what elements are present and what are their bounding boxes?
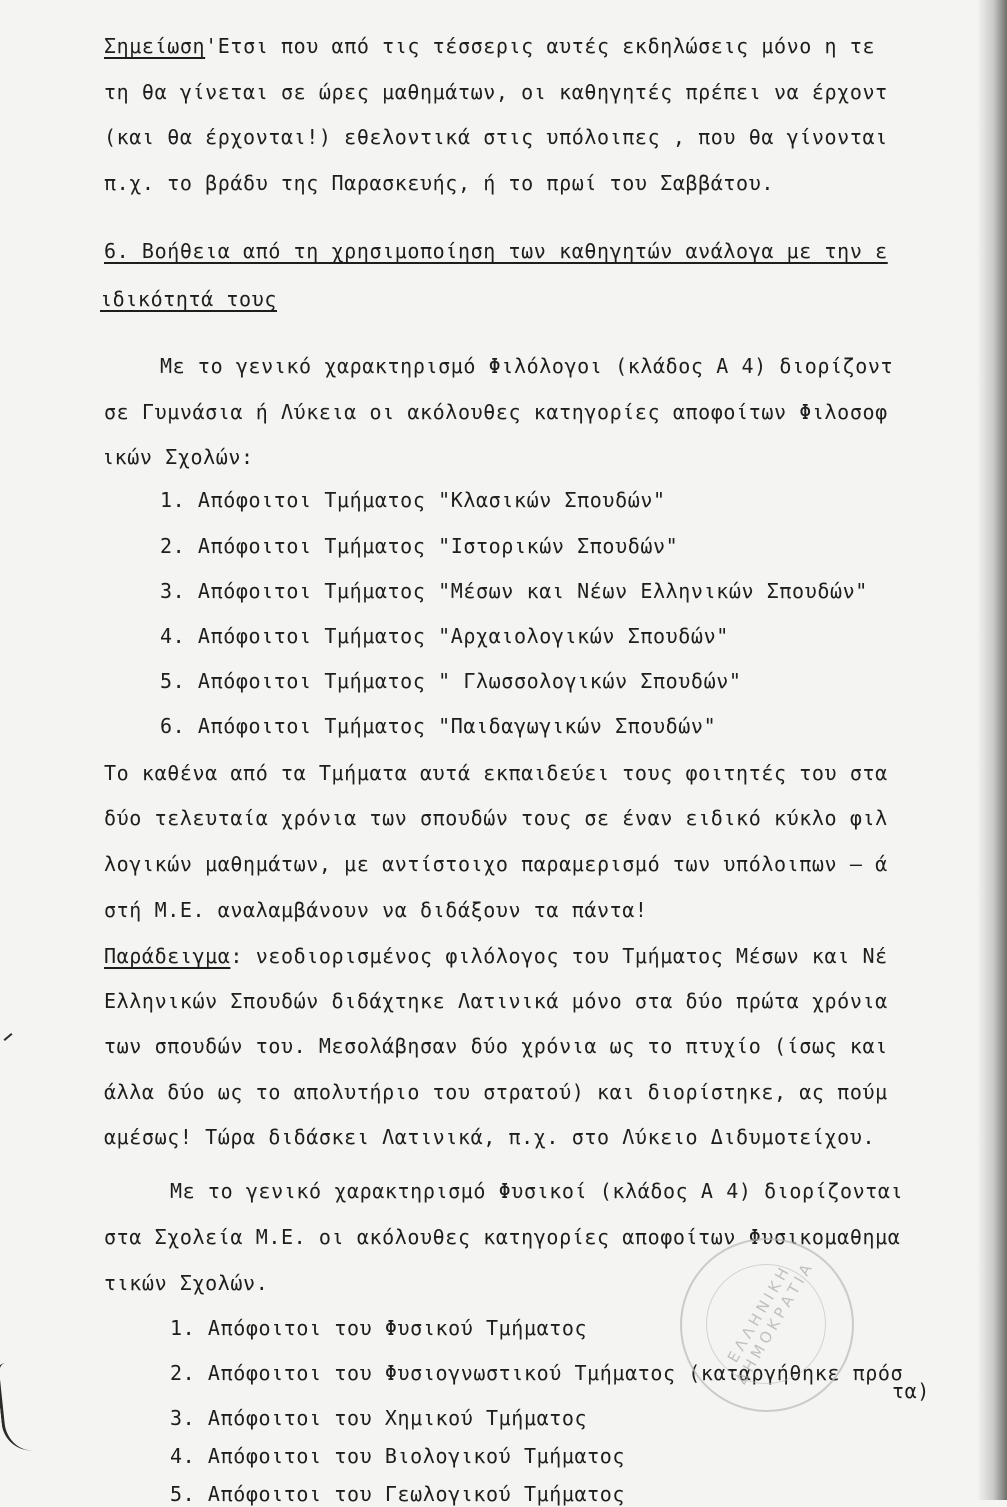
note-line-1 bbox=[104, 33, 875, 59]
note-text: 'Ετσι που από τις τέσσερις αυτές εκδηλώσεις μόνο η τε bbox=[205, 34, 876, 58]
list-item: 1. Απόφοιτοι Τμήματος "Κλασικών Σπουδών" bbox=[160, 488, 666, 512]
list-item: 2. Απόφοιτοι Τμήματος "Ιστορικών Σπουδών" bbox=[160, 534, 679, 558]
physicists-para-line-1: Με το γενικό χαρακτηρισμό Φυσικοί (κλάδος Α 4) διορίζονται bbox=[170, 1179, 904, 1203]
example-line-5: αμέσως! Τώρα διδάσκει Λατινικά, π.χ. στο Λύκειο Διδυμοτείχου. bbox=[104, 1125, 876, 1149]
list-item: 6. Απόφοιτοι Τμήματος "Παιδαγωγικών Σπουδών" bbox=[160, 714, 717, 738]
section-heading-line-1: 6. Βοήθεια από τη χρησιμοποίηση των καθηγητών ανάλογα με την ε bbox=[104, 239, 888, 263]
list-item: 3. Απόφοιτοι του Χημικού Τμήματος bbox=[170, 1406, 588, 1430]
example-line-4: άλλα δύο ως το απολυτήριο του στρατού) και διορίστηκε, ας πούμ bbox=[104, 1080, 888, 1104]
departments-para-line-4: στή Μ.Ε. αναλαμβάνουν να διδάξουν τα πάντα! bbox=[104, 898, 648, 922]
note-line-4: π.χ. το βράδυ της Παρασκευής, ή το πρωί του Σαββάτου. bbox=[104, 171, 774, 195]
example-line-3: των σπουδών του. Μεσολάβησαν δύο χρόνια ως το πτυχίο (ίσως και bbox=[104, 1034, 888, 1058]
philologists-para-line-2: σε Γυμνάσια ή Λύκεια οι ακόλουθες κατηγορίες αποφοίτων Φιλοσοφ bbox=[104, 400, 888, 424]
list-item-continuation: τα) bbox=[892, 1379, 930, 1403]
page-shadow-edge bbox=[977, 0, 1007, 1500]
physicists-para-line-2: στα Σχολεία Μ.Ε. οι ακόλουθες κατηγορίες αποφοίτων Φυσικομαθημα bbox=[104, 1225, 901, 1249]
list-item: 5. Απόφοιτοι Τμήματος " Γλωσσολογικών Σπουδών" bbox=[160, 669, 742, 693]
example-line-2: Ελληνικών Σπουδών διδάχτηκε Λατινικά μόνο στα δύο πρώτα χρόνια bbox=[104, 989, 888, 1013]
margin-handwritten-mark bbox=[0, 1361, 38, 1454]
example-text: : νεοδιορισμένος φιλόλογος του Τμήματος Μέσων και Νέ bbox=[230, 944, 888, 968]
note-line-3: (και θα έρχονται!) εθελοντικά στις υπόλοιπες , που θα γίνονται bbox=[104, 125, 888, 149]
departments-para-line-2: δύο τελευταία χρόνια των σπουδών τους σε έναν ειδικό κύκλο φιλ bbox=[104, 806, 888, 830]
physicists-para-line-3: τικών Σχολών. bbox=[104, 1271, 269, 1295]
section-heading-line-2: ιδικότητά τους bbox=[100, 287, 277, 311]
stamp-text: ΕΛΛΗΝΙΚΗ ΔΗΜΟΚΡΑΤΙΑ bbox=[723, 1257, 818, 1388]
departments-para-line-3: λογικών μαθημάτων, με αντίστοιχο παραμερισμό των υπόλοιπων — ά bbox=[104, 852, 888, 876]
list-item: 4. Απόφοιτοι του Βιολογικού Τμήματος bbox=[170, 1444, 626, 1468]
list-item: 1. Απόφοιτοι του Φυσικού Τμήματος bbox=[170, 1316, 588, 1340]
note-label: Σημείωση bbox=[104, 34, 206, 58]
philologists-para-line-1: Με το γενικό χαρακτηρισμό Φιλόλογοι (κλάδος Α 4) διορίζοντ bbox=[160, 354, 894, 378]
philologists-para-line-3: ικών Σχολών: bbox=[102, 445, 254, 469]
departments-para-line-1: Το καθένα από τα Τμήματα αυτά εκπαιδεύει τους φοιτητές του στα bbox=[104, 761, 888, 785]
margin-tick-mark bbox=[4, 1033, 13, 1041]
list-item: 5. Απόφοιτοι του Γεωλογικού Τμήματος bbox=[170, 1482, 626, 1506]
list-item: 3. Απόφοιτοι Τμήματος "Μέσων και Νέων Ελληνικών Σπουδών" bbox=[160, 579, 868, 603]
example-line-1 bbox=[104, 943, 888, 969]
example-label: Παράδειγμα bbox=[104, 944, 231, 968]
list-item: 4. Απόφοιτοι Τμήματος "Αρχαιολογικών Σπουδών" bbox=[160, 624, 729, 648]
official-stamp bbox=[680, 1238, 854, 1412]
note-line-2: τη θα γίνεται σε ώρες μαθημάτων, οι καθηγητές πρέπει να έρχοντ bbox=[104, 80, 888, 104]
list-item: 2. Απόφοιτοι του Φυσιογνωστικού Τμήματος (καταργήθηκε πρόσ bbox=[170, 1361, 904, 1385]
